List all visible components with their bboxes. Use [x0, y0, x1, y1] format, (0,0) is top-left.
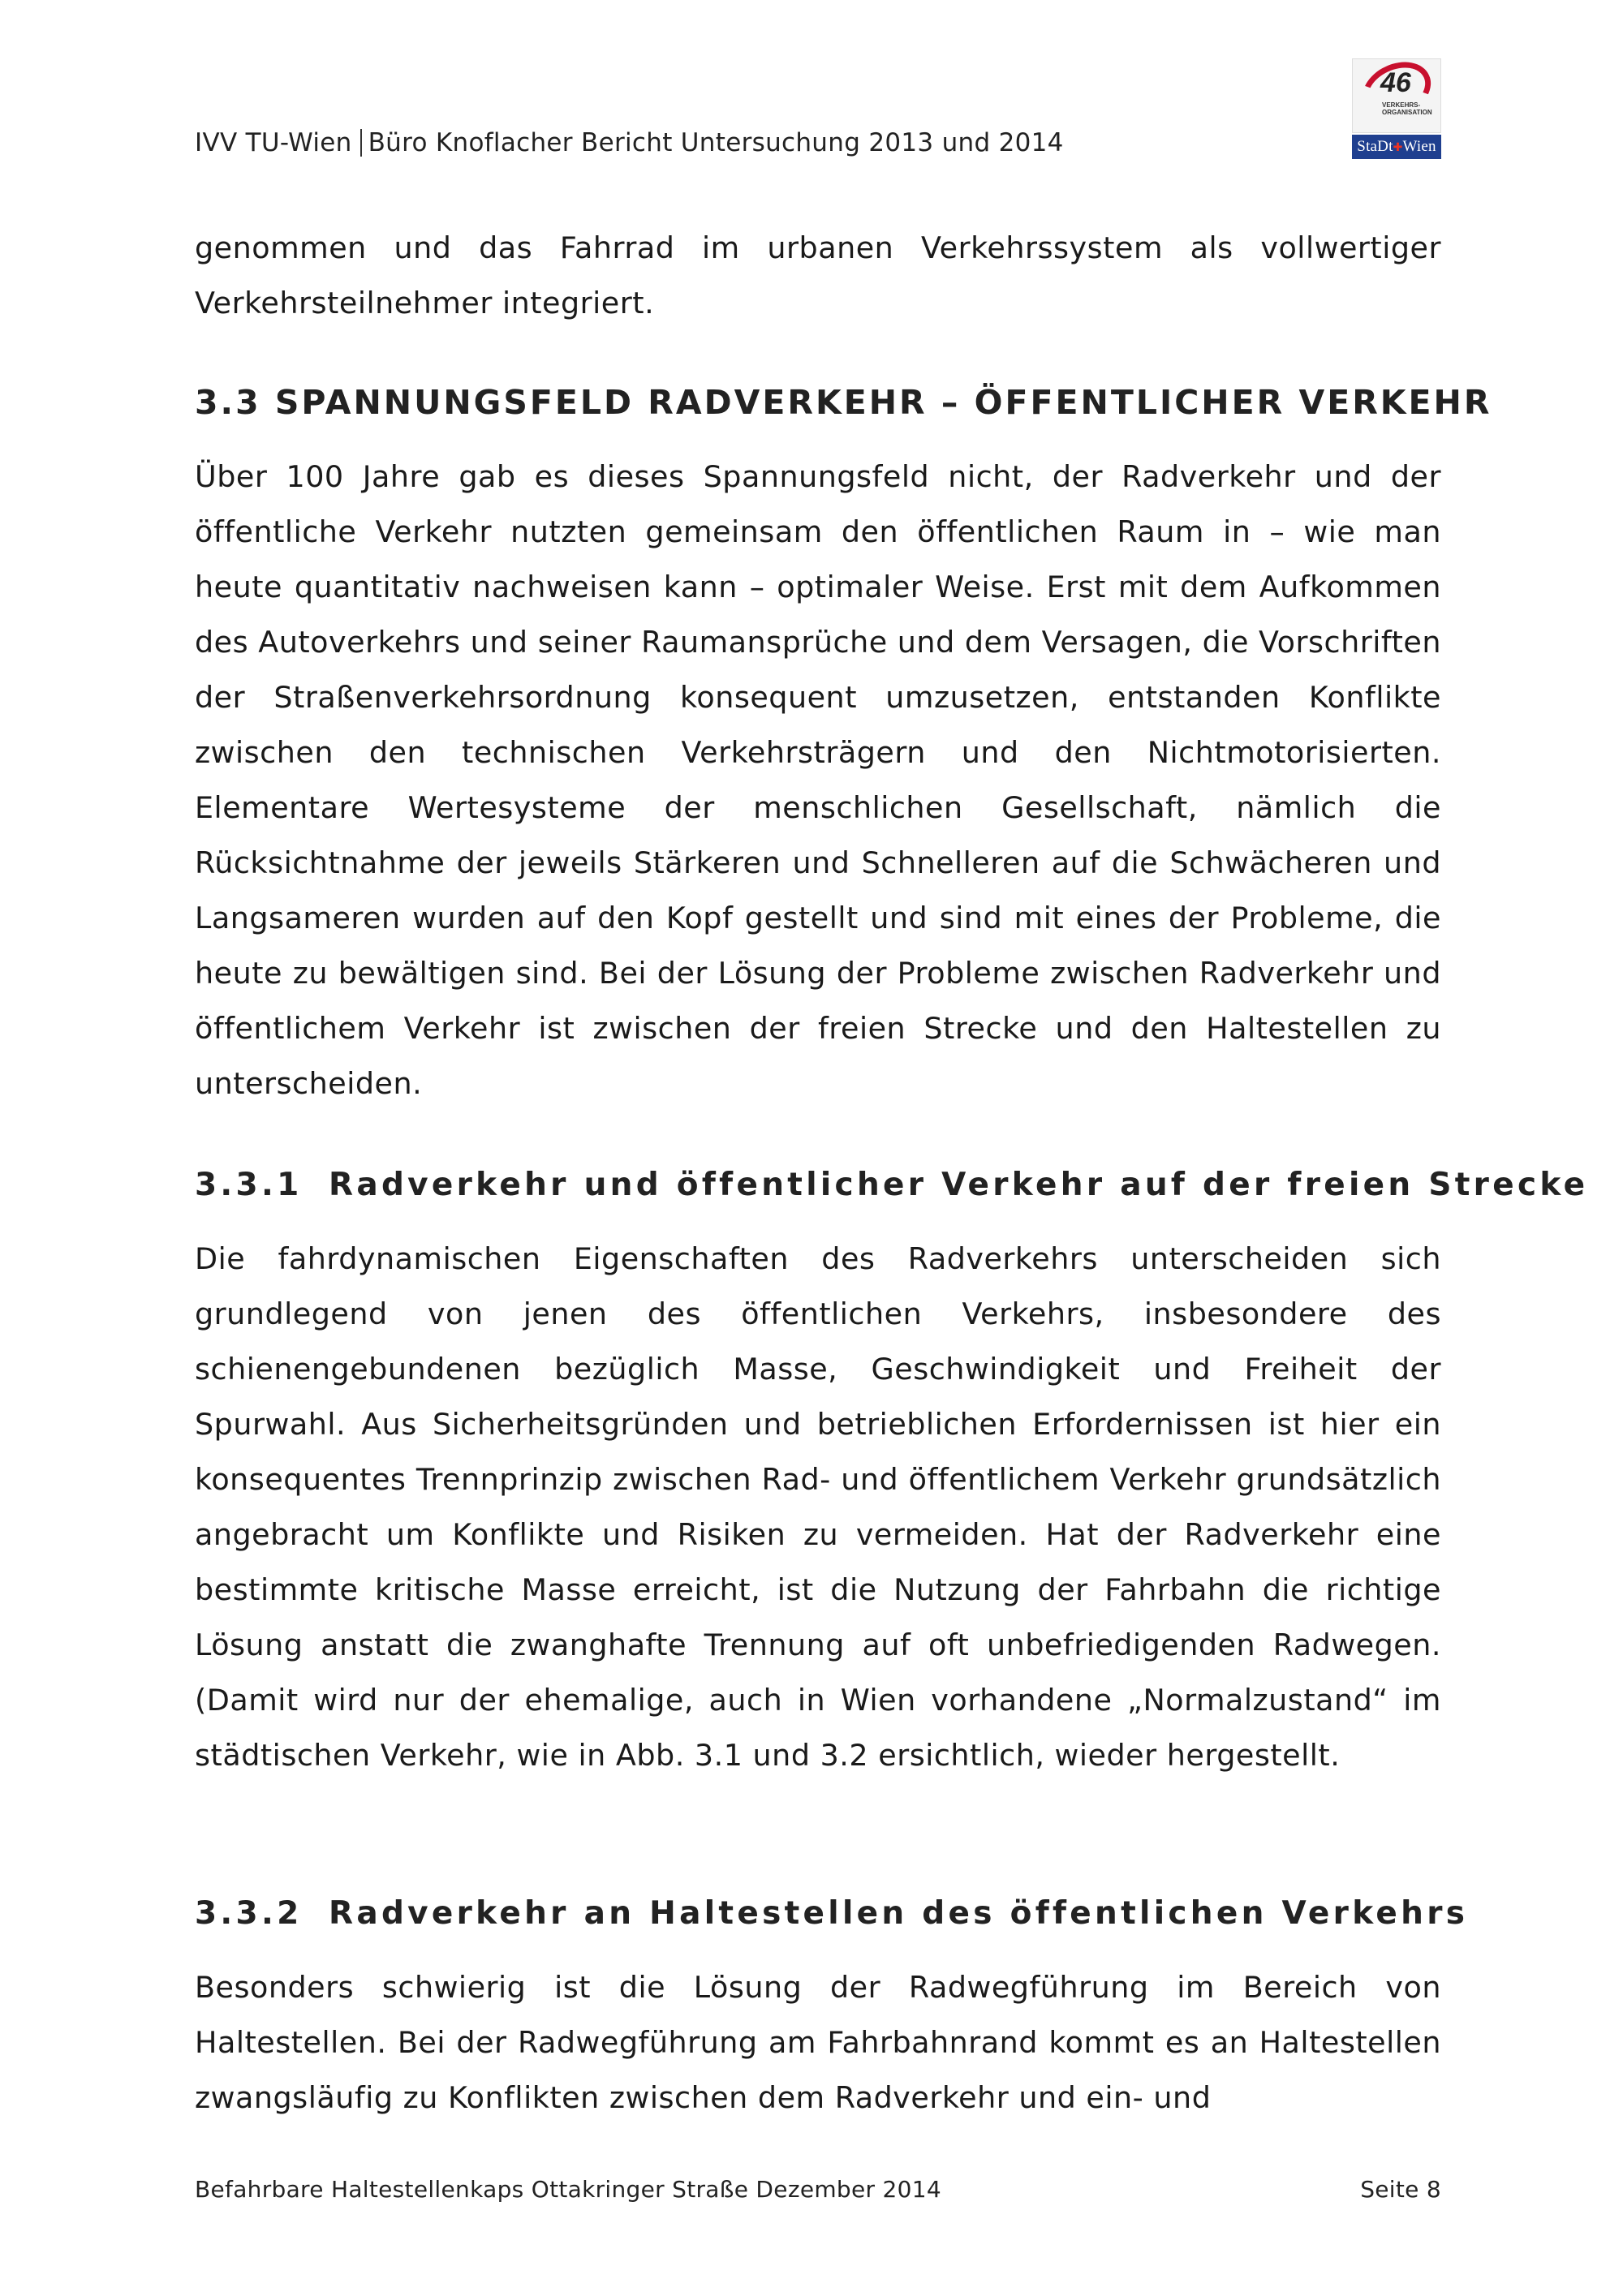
logo-emblem — [1352, 58, 1441, 133]
section-3-3-2-title: Radverkehr an Haltestellen des öffentlichen Verkehrs — [329, 1895, 1469, 1932]
section-3-3-1-title: Radverkehr und öffentlicher Verkehr auf der freien Strecke — [329, 1167, 1589, 1203]
section-3-3-1-body — [195, 1232, 1441, 1783]
logo-city-right: Wien — [1402, 138, 1436, 155]
header-report-title: Büro Knoflacher Bericht Untersuchung 2013 und 2014 — [368, 128, 1064, 157]
section-3-3-2-number: 3.3.2 — [195, 1895, 303, 1932]
intro-block — [195, 221, 1441, 331]
section-3-3-1-paragraph: Die fahrdynamischen Eigenschaften des Radverkehrs unterscheiden sich grundlegend von jenen des öffentlichen Verkehrs, insbesondere des schienengebundenen bezüglich Masse, Geschwindigkeit und Freiheit der Spurwahl. Aus Sicherheitsgründen und betrieblichen Erfordernissen ist hier ein konsequentes Trennprinzip zwischen Rad- und öffentlichem Verkehr grundsätzlich angebracht um Konflikte und Risiken zu vermeiden. Hat der Radverkehr eine bestimmte kritische Masse erreicht, ist die Nutzung der Fahrbahn die richtige Lösung anstatt die zwanghafte Trennung auf oft unbefriedigenden Radwegen. (Damit wird nur der ehemalige, auch in Wien vorhandene „Normalzustand“ im städtischen Verkehr, wie in Abb. 3.1 und 3.2 ersichtlich, wieder hergestellt. — [195, 1241, 1441, 1773]
section-3-3-2-heading — [195, 1895, 1469, 1932]
section-3-3-2-paragraph: Besonders schwierig ist die Lösung der Radwegführung im Bereich von Haltestellen. Bei der Radwegführung am Fahrbahnrand kommt es an Haltestellen zwangsläufig zu Konflikten zwischen dem Radverkehr und ein- und — [195, 1970, 1441, 2115]
section-3-3-1-heading — [195, 1167, 1589, 1203]
logo-subtitle-line1: VERKEHRS- — [1382, 101, 1421, 109]
logo-subtitle — [1382, 101, 1432, 116]
section-3-3-2-body — [195, 1960, 1441, 2126]
section-3-3-heading-block — [195, 383, 1492, 422]
page-number: Seite 8 — [1360, 2176, 1441, 2203]
logo-city-left: StaDt — [1357, 138, 1393, 155]
section-3-3-paragraph: Über 100 Jahre gab es dieses Spannungsfeld nicht, der Radverkehr und der öffentliche Verkehr nutzten gemeinsam den öffentlichen Raum in – wie man heute quantitativ nachweisen kann – optimaler Weise. Erst mit dem Aufkommen des Autoverkehrs und seiner Raumansprüche und dem Versagen, die Vorschriften der Straßenverkehrsordnung konsequent umzusetzen, entstanden Konflikte zwischen den technischen Verkehrsträgern und den Nichtmotorisierten. Elementare Wertesysteme der menschlichen Gesellschaft, nämlich die Rücksichtnahme der jeweils Stärkeren und Schnelleren auf die Schwächeren und Langsameren wurden auf den Kopf gestellt und sind mit eines der Probleme, die heute zu bewältigen sind. Bei der Lösung der Probleme zwischen Radverkehr und öffentlichem Verkehr ist zwischen der freien Strecke und den Haltestellen zu unterscheiden. — [195, 459, 1441, 1101]
footer-document-title: Befahrbare Haltestellenkaps Ottakringer Straße Dezember 2014 — [195, 2176, 941, 2203]
logo-subtitle-line2: ORGANISATION — [1382, 109, 1432, 116]
section-3-3-heading: 3.3 SPANNUNGSFELD RADVERKEHR – ÖFFENTLICHER VERKEHR — [195, 383, 1492, 422]
section-3-3-1-number: 3.3.1 — [195, 1167, 303, 1203]
logo-number: 46 — [1380, 67, 1411, 98]
page-header — [195, 128, 1064, 158]
section-3-3-1-heading-block — [195, 1167, 1589, 1203]
header-institution: IVV TU-Wien — [195, 128, 352, 157]
page-footer — [195, 2176, 1441, 2203]
logo-cross-icon: ✚ — [1393, 142, 1403, 154]
organization-logo — [1352, 58, 1441, 160]
section-3-3-body — [195, 449, 1441, 1111]
intro-paragraph: genommen und das Fahrrad im urbanen Verkehrssystem als vollwertiger Verkehrsteilnehmer integriert. — [195, 230, 1441, 320]
section-3-3-2-heading-block — [195, 1895, 1469, 1932]
logo-city-banner — [1352, 135, 1441, 159]
header-separator — [360, 129, 362, 157]
